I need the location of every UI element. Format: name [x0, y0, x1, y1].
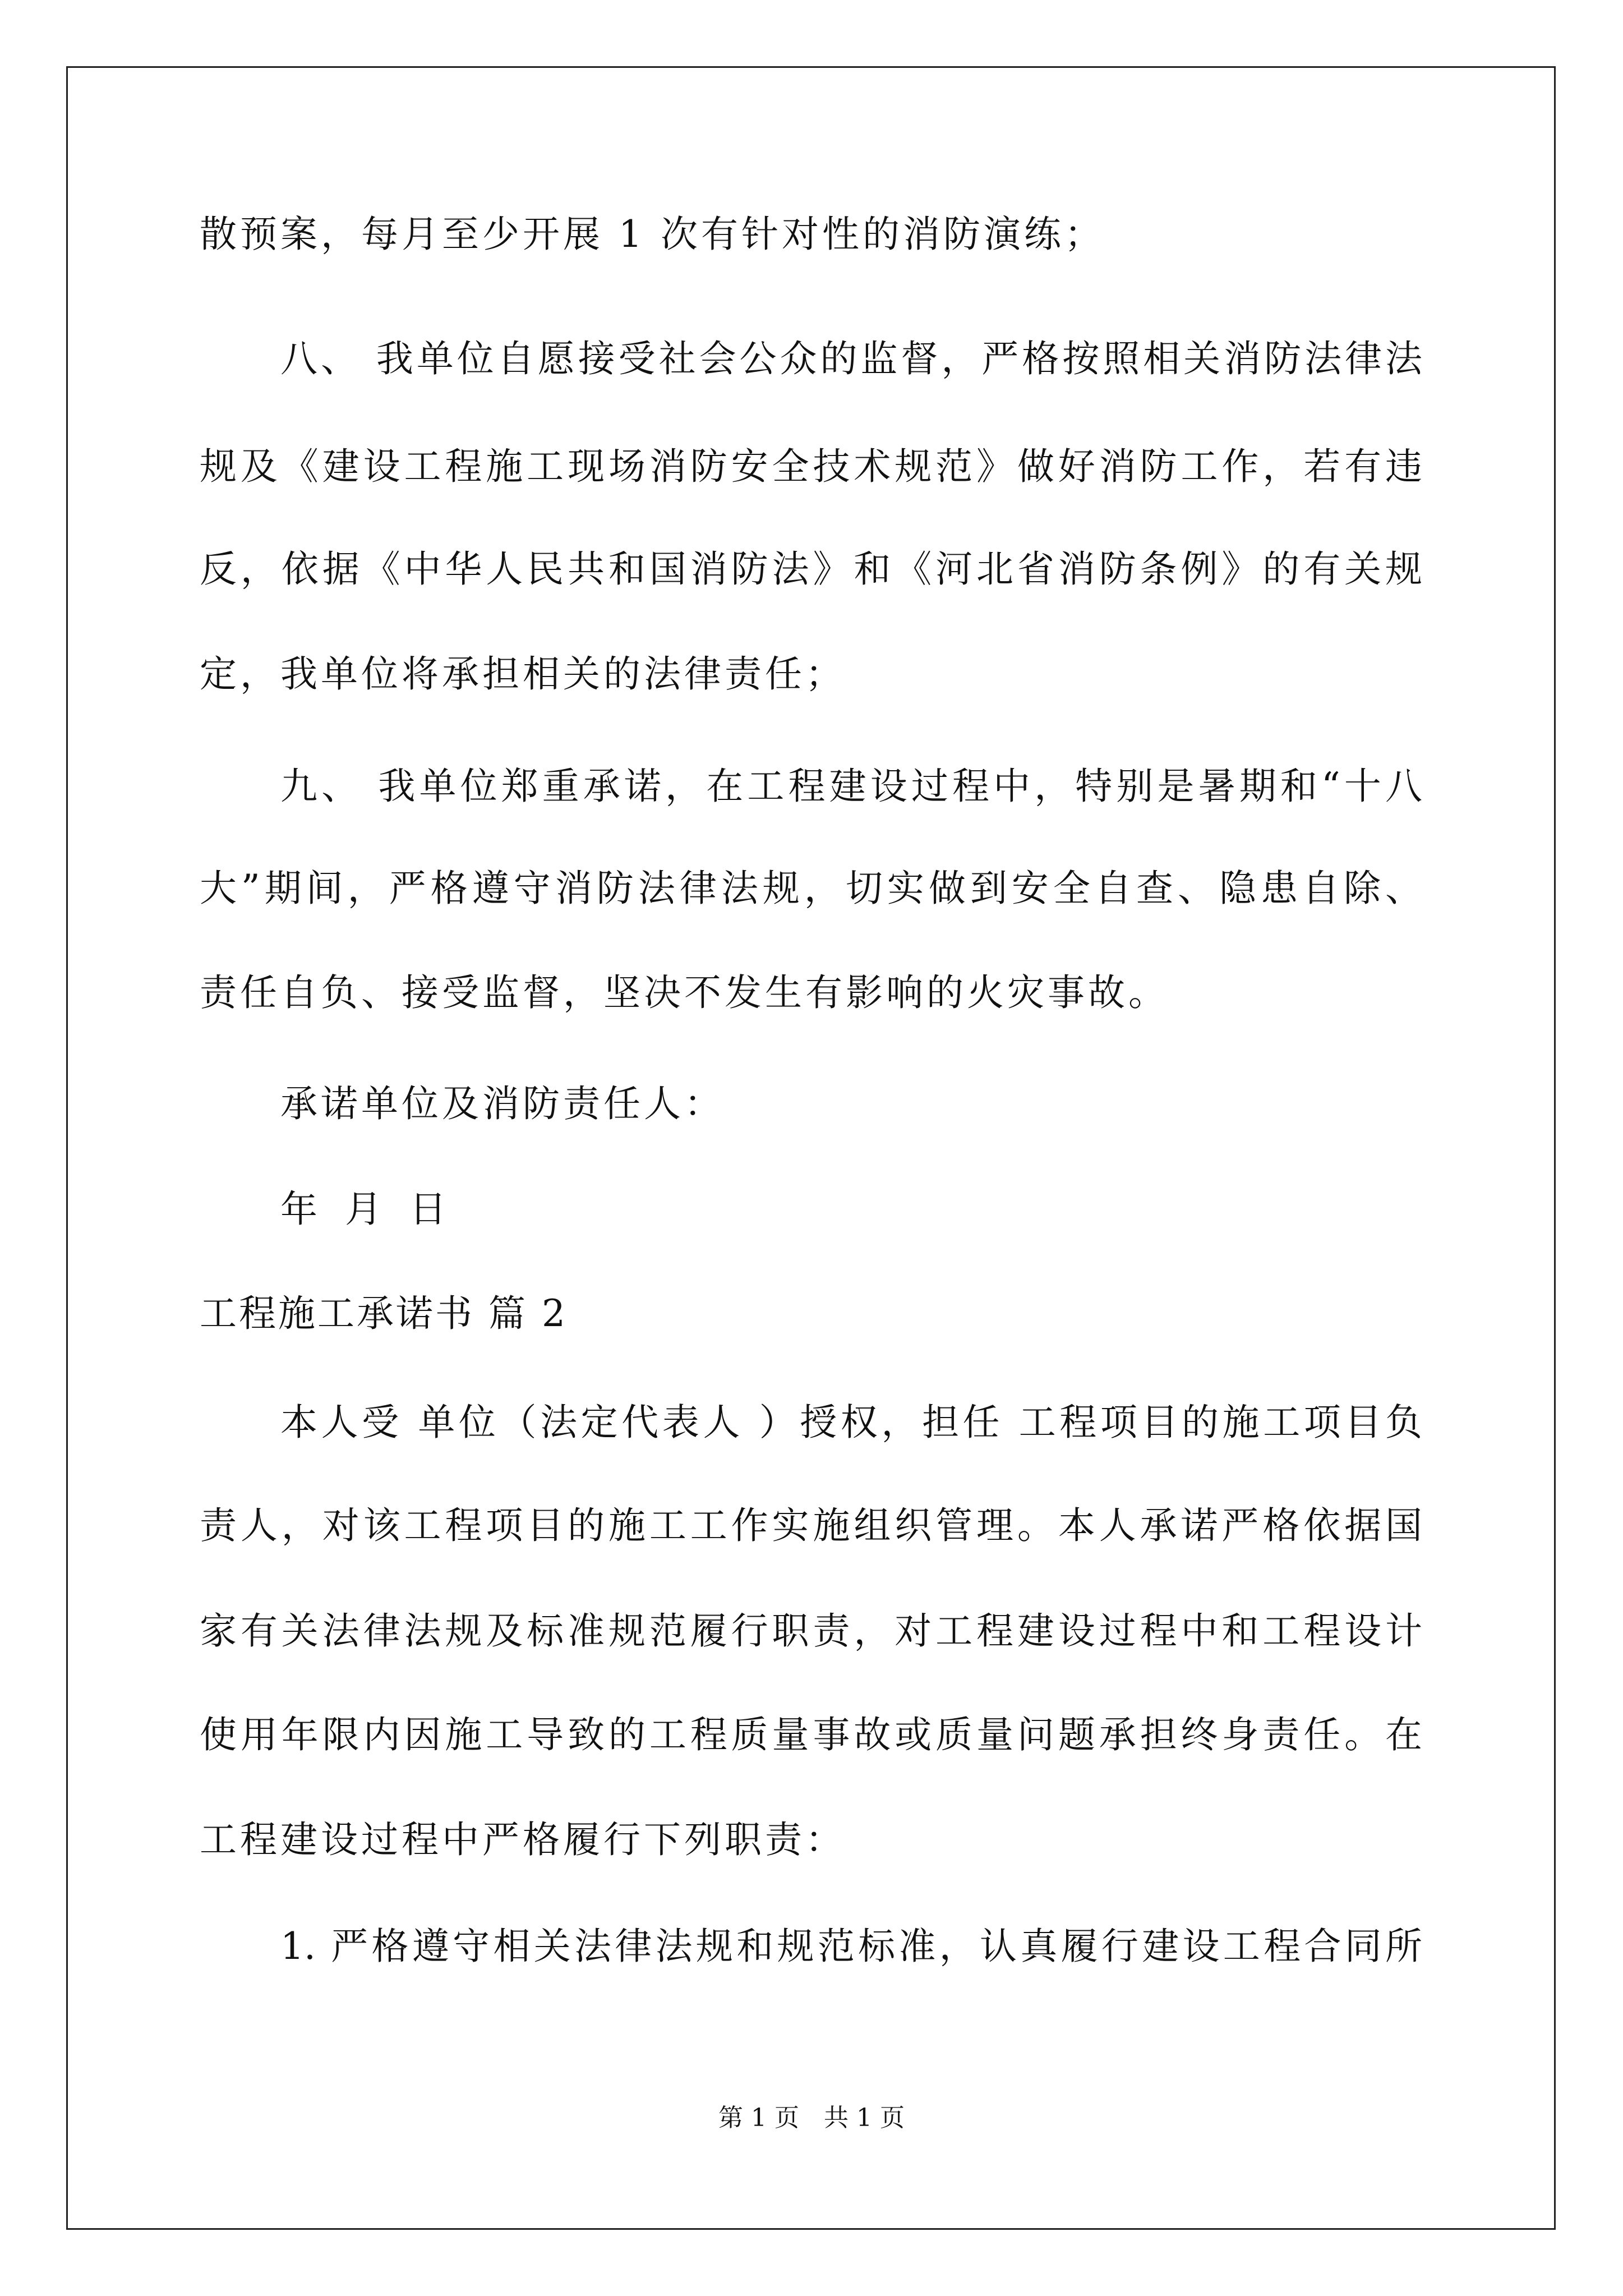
text-line-6: 九、 我单位郑重承诺，在工程建设过程中，特别是暑期和“十八 [280, 765, 1422, 808]
section-heading: 工程施工承诺书 篇 2 [200, 1292, 568, 1335]
page-footer: 第 1 页 共 1 页 [718, 2104, 905, 2132]
text-line-17: 1. 严格遵守相关法律法规和规范标准，认真履行建设工程合同所 [280, 1925, 1422, 1968]
text-line-9: 承诺单位及消防责任人： [280, 1082, 725, 1125]
page-border [66, 66, 1556, 2230]
text-line-4: 反，依据《中华人民共和国消防法》和《河北省消防条例》的有关规 [200, 547, 1422, 591]
text-line-8: 责任自负、接受监督，坚决不发生有影响的火灾事故。 [200, 971, 1169, 1014]
text-line-16: 工程建设过程中严格履行下列职责： [200, 1818, 846, 1861]
date-line: 年 月 日 [280, 1188, 454, 1231]
text-line-15: 使用年限内因施工导致的工程质量事故或质量问题承担终身责任。在 [200, 1713, 1422, 1756]
text-line-13: 责人，对该工程项目的施工工作实施组织管理。本人承诺严格依据国 [200, 1504, 1422, 1547]
text-line-1: 散预案，每月至少开展 1 次有针对性的消防演练； [200, 213, 1105, 256]
text-line-12: 本人受 单位（法定代表人 ）授权，担任 工程项目的施工项目负 [280, 1401, 1422, 1444]
text-line-2: 八、 我单位自愿接受社会公众的监督，严格按照相关消防法律法 [280, 337, 1422, 380]
text-line-5: 定，我单位将承担相关的法律责任； [200, 652, 846, 696]
text-line-3: 规及《建设工程施工现场消防安全技术规范》做好消防工作，若有违 [200, 445, 1422, 488]
text-line-14: 家有关法律法规及标准规范履行职责，对工程建设过程中和工程设计 [200, 1609, 1422, 1653]
text-line-7: 大”期间，严格遵守消防法律法规，切实做到安全自查、隐患自除、 [200, 867, 1422, 910]
